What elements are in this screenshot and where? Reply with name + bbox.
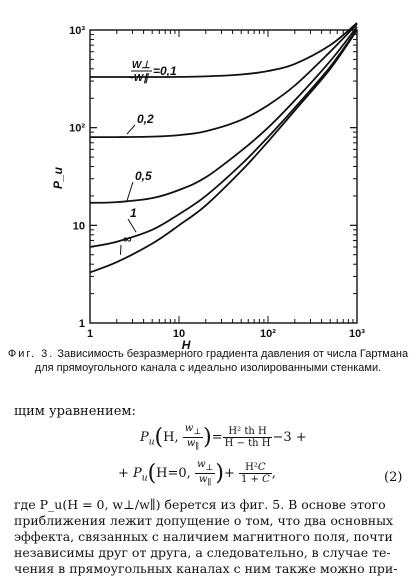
- paragraph: [14, 497, 409, 577]
- y-axis-label: P_u: [51, 166, 65, 190]
- paragraph-line-1: где P_u(H = 0, w⊥/w∥) берется из фиг. 5. В основе этого: [14, 497, 386, 512]
- paragraph-line-2: приближения лежит допущение о том, что два основных: [14, 513, 394, 528]
- paragraph-line-3: эффекта, связанных с наличием магнитного поля, почти: [14, 529, 393, 544]
- curve-label-leader: [127, 125, 135, 134]
- curve-series-2: [90, 24, 357, 137]
- caption-label: Фиг. 3.: [7, 348, 55, 360]
- curve-label-3: 0,5: [135, 169, 152, 183]
- x-tick-label: 10²: [260, 328, 276, 340]
- y-tick-label: 10³: [69, 25, 85, 37]
- caption-text: Зависимость безразмерного градиента давления от числа Гартмана для прямоугольного канала с идеально изолированными стенками.: [34, 348, 409, 374]
- equation-number: (2): [384, 470, 403, 485]
- curve-series-1: [90, 23, 357, 77]
- x-tick-label: 10³: [349, 328, 365, 340]
- curve-label-5: ∞: [123, 232, 132, 246]
- y-tick-label: 10²: [69, 122, 85, 135]
- curve-label-leader: [120, 245, 121, 255]
- ratio-numerator: W⊥: [131, 60, 151, 71]
- curve-label-leader: [127, 182, 133, 201]
- x-tick-label: 1: [86, 328, 94, 340]
- paragraph-line-5: чения в прямоугольных каналах с ним также можно при-: [14, 561, 398, 576]
- intro-text: щим уравнением:: [14, 404, 136, 419]
- x-axis-label: H: [181, 338, 191, 352]
- y-tick-label: 1: [78, 318, 85, 330]
- plot-frame: [90, 30, 357, 323]
- y-tick-label: 10: [72, 220, 85, 233]
- equation-line-1: $P_u(H$, $\frac{w_\perp}{w_\parallel}$ )= $\frac{\text{H² th H}}{\text{H − th H}}$ −3 +: [140, 423, 307, 451]
- curve-label-4: 1: [130, 206, 137, 220]
- equation-line-2: + $P_u(H=0$, $\frac{w_\perp}{w_\parallel}$ )+ $\frac{\text{H²C}}{1 + C}$ ,: [118, 459, 276, 487]
- paragraph-line-4: независимы друг от друга, а следовательно, в случае те-: [14, 545, 391, 560]
- ratio-value: =0,1: [153, 64, 177, 78]
- curve-label-2: 0,2: [137, 112, 154, 126]
- curve-label-leader: [128, 219, 136, 232]
- ratio-denominator: W∥: [133, 73, 149, 84]
- figure-caption: [4, 347, 412, 375]
- x-tick-label: 10: [172, 328, 186, 340]
